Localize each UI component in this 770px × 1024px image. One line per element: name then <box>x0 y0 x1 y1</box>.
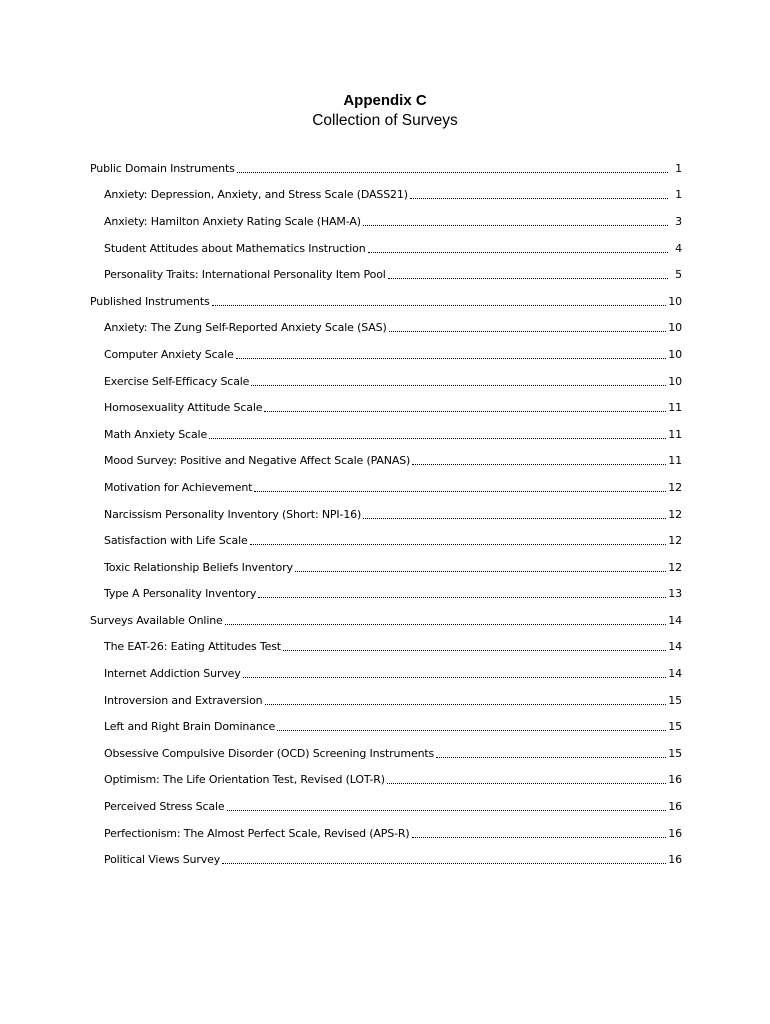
toc-subsection-entry[interactable] <box>90 554 682 581</box>
toc-entry-label: Student Attitudes about Mathematics Instruction <box>104 241 366 255</box>
toc-subsection-entry[interactable] <box>90 341 682 368</box>
toc-dot-leader <box>222 863 666 864</box>
toc-page-number: 11 <box>668 401 682 415</box>
toc-dot-leader <box>283 650 666 651</box>
toc-entry-label: Homosexuality Attitude Scale <box>104 401 263 415</box>
toc-entry-label: Internet Addiction Survey <box>104 667 241 681</box>
toc-entry-label: Perceived Stress Scale <box>104 800 225 814</box>
toc-subsection-entry[interactable] <box>90 713 682 740</box>
toc-entry-label: Toxic Relationship Beliefs Inventory <box>104 560 293 574</box>
toc-entry-label: Anxiety: Depression, Anxiety, and Stress Scale (DASS21) <box>104 188 408 202</box>
toc-entry-label: Mood Survey: Positive and Negative Affect Scale (PANAS) <box>104 454 411 468</box>
toc-dot-leader <box>225 624 667 625</box>
toc-entry-label: Surveys Available Online <box>90 613 223 627</box>
toc-dot-leader <box>209 438 666 439</box>
toc-subsection-entry[interactable] <box>90 261 682 288</box>
toc-entry-label: Public Domain Instruments <box>90 161 235 175</box>
toc-page-number: 12 <box>668 480 682 494</box>
page-title: Appendix C <box>343 92 427 109</box>
toc-subsection-entry[interactable] <box>90 767 682 794</box>
toc-dot-leader <box>388 278 668 279</box>
toc-subsection-entry[interactable] <box>90 368 682 395</box>
toc-page-number: 15 <box>668 746 682 760</box>
toc-dot-leader <box>412 464 666 465</box>
toc-entry-label: Published Instruments <box>90 294 210 308</box>
toc-page-number: 10 <box>668 294 682 308</box>
toc-page-number: 11 <box>668 427 682 441</box>
toc-subsection-entry[interactable] <box>90 315 682 342</box>
toc-subsection-entry[interactable] <box>90 740 682 767</box>
toc-subsection-entry[interactable] <box>90 687 682 714</box>
toc-dot-leader <box>265 704 667 705</box>
toc-subsection-entry[interactable] <box>90 820 682 847</box>
toc-subsection-entry[interactable] <box>90 448 682 475</box>
toc-dot-leader <box>412 837 667 838</box>
toc-dot-leader <box>410 198 668 199</box>
toc-dot-leader <box>243 677 667 678</box>
toc-dot-leader <box>436 757 666 758</box>
toc-subsection-entry[interactable] <box>90 474 682 501</box>
toc-subsection-entry[interactable] <box>90 527 682 554</box>
toc-subsection-entry[interactable] <box>90 501 682 528</box>
toc-dot-leader <box>295 571 666 572</box>
toc-page-number: 16 <box>668 826 682 840</box>
toc-dot-leader <box>236 358 667 359</box>
toc-entry-label: Obsessive Compulsive Disorder (OCD) Screening Instruments <box>104 746 435 760</box>
toc-subsection-entry[interactable] <box>90 208 682 235</box>
toc-page-number: 14 <box>668 667 682 681</box>
toc-page-number: 11 <box>668 454 682 468</box>
table-of-contents <box>90 155 682 873</box>
toc-dot-leader <box>387 783 666 784</box>
toc-page-number: 15 <box>668 693 682 707</box>
toc-entry-label: The EAT-26: Eating Attitudes Test <box>104 640 281 654</box>
toc-entry-label: Satisfaction with Life Scale <box>104 534 248 548</box>
toc-subsection-entry[interactable] <box>90 394 682 421</box>
toc-page-number: 1 <box>675 161 682 175</box>
toc-page-number: 14 <box>668 640 682 654</box>
toc-page-number: 4 <box>675 241 682 255</box>
toc-subsection-entry[interactable] <box>90 660 682 687</box>
toc-dot-leader <box>237 172 668 173</box>
toc-subsection-entry[interactable] <box>90 182 682 209</box>
toc-subsection-entry[interactable] <box>90 421 682 448</box>
toc-entry-label: Type A Personality Inventory <box>104 587 257 601</box>
toc-entry-label: Math Anxiety Scale <box>104 427 208 441</box>
toc-section-entry[interactable] <box>90 155 682 182</box>
toc-entry-label: Exercise Self-Efficacy Scale <box>104 374 250 388</box>
toc-entry-label: Political Views Survey <box>104 853 221 867</box>
page-subtitle: Collection of Surveys <box>312 112 458 129</box>
toc-page-number: 1 <box>675 188 682 202</box>
toc-dot-leader <box>389 331 667 332</box>
toc-dot-leader <box>264 411 666 412</box>
toc-dot-leader <box>254 491 666 492</box>
toc-entry-label: Personality Traits: International Personality Item Pool <box>104 268 386 282</box>
toc-page-number: 12 <box>668 534 682 548</box>
toc-dot-leader <box>277 730 666 731</box>
toc-page-number: 10 <box>668 347 682 361</box>
toc-entry-label: Computer Anxiety Scale <box>104 347 234 361</box>
toc-subsection-entry[interactable] <box>90 581 682 608</box>
toc-section-entry[interactable] <box>90 288 682 315</box>
toc-page-number: 16 <box>668 800 682 814</box>
toc-subsection-entry[interactable] <box>90 846 682 873</box>
toc-page-number: 10 <box>668 374 682 388</box>
toc-page-number: 5 <box>675 268 682 282</box>
toc-page-number: 16 <box>668 853 682 867</box>
toc-entry-label: Perfectionism: The Almost Perfect Scale, Revised (APS-R) <box>104 826 410 840</box>
toc-subsection-entry[interactable] <box>90 235 682 262</box>
toc-entry-label: Narcissism Personality Inventory (Short: NPI-16) <box>104 507 362 521</box>
toc-entry-label: Optimism: The Life Orientation Test, Revised (LOT-R) <box>104 773 385 787</box>
toc-page-number: 12 <box>668 507 682 521</box>
toc-dot-leader <box>251 385 666 386</box>
toc-page-number: 16 <box>668 773 682 787</box>
toc-dot-leader <box>250 544 667 545</box>
toc-entry-label: Introversion and Extraversion <box>104 693 263 707</box>
toc-page-number: 10 <box>668 321 682 335</box>
toc-entry-label: Motivation for Achievement <box>104 480 253 494</box>
toc-dot-leader <box>363 225 668 226</box>
toc-page-number: 12 <box>668 560 682 574</box>
toc-entry-label: Anxiety: The Zung Self-Reported Anxiety Scale (SAS) <box>104 321 387 335</box>
toc-entry-label: Left and Right Brain Dominance <box>104 720 276 734</box>
toc-page-number: 3 <box>675 214 682 228</box>
toc-subsection-entry[interactable] <box>90 793 682 820</box>
toc-dot-leader <box>363 518 666 519</box>
toc-dot-leader <box>258 597 666 598</box>
toc-entry-label: Anxiety: Hamilton Anxiety Rating Scale (HAM-A) <box>104 214 361 228</box>
toc-dot-leader <box>227 810 667 811</box>
toc-page-number: 15 <box>668 720 682 734</box>
toc-page-number: 14 <box>668 613 682 627</box>
toc-dot-leader <box>368 252 668 253</box>
toc-dot-leader <box>212 305 667 306</box>
toc-page-number: 13 <box>668 587 682 601</box>
toc-section-entry[interactable] <box>90 607 682 634</box>
toc-subsection-entry[interactable] <box>90 634 682 661</box>
